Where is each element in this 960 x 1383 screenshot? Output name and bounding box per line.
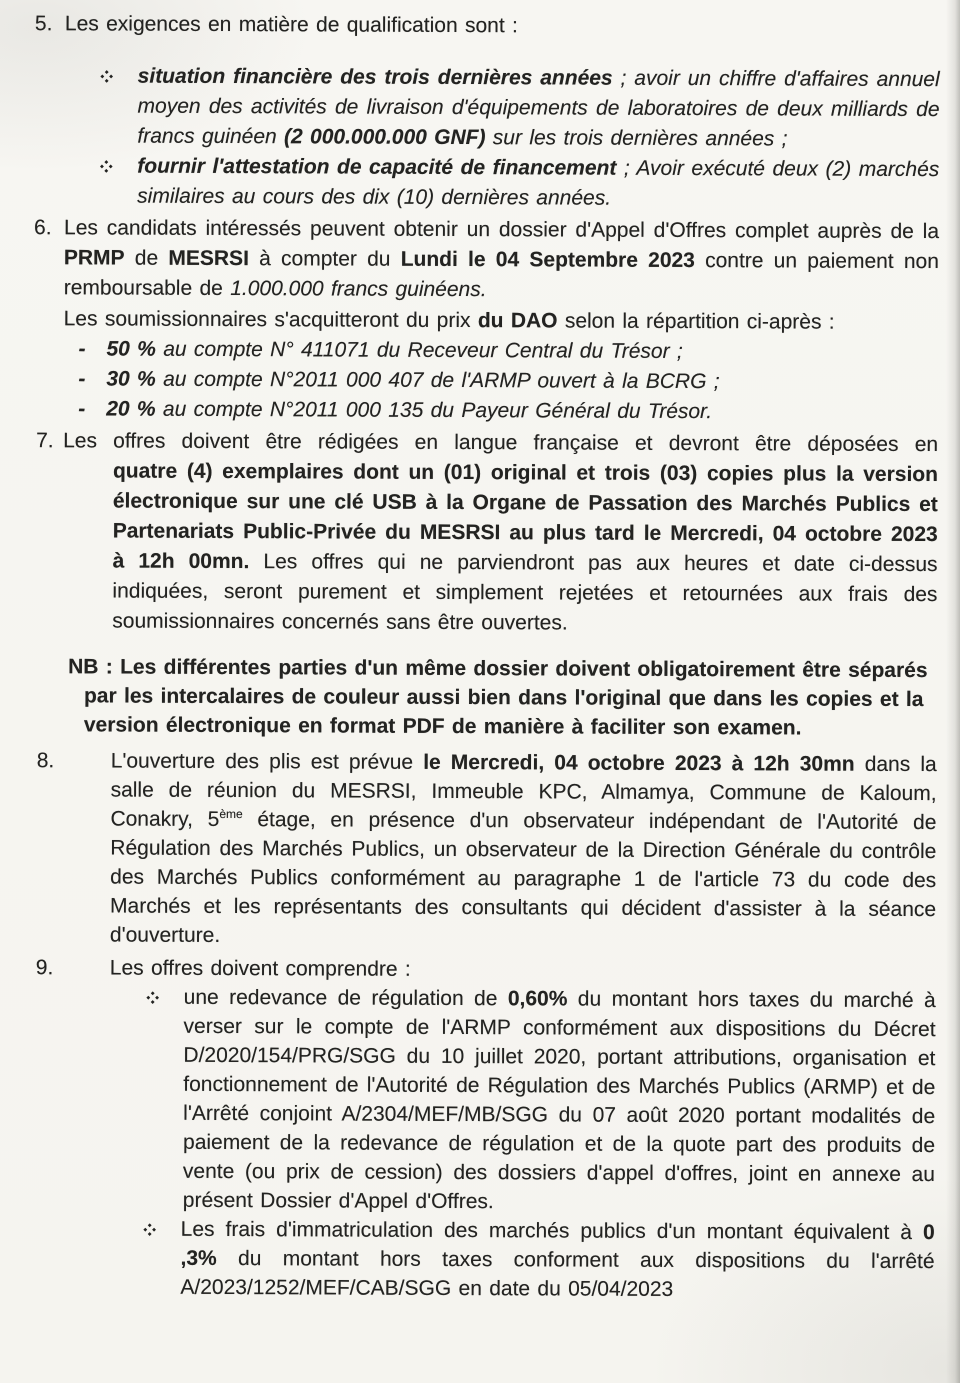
clause-6-t1: Les candidats intéressés peuvent obtenir un dossier d'Appel d'Offres complet auprès de la <box>63 216 940 244</box>
clause-6 <box>34 213 939 307</box>
mesrsi-label: MESRSI <box>168 246 249 271</box>
dash-icon: - <box>78 397 86 421</box>
fee-1-t2: du montant hors taxes du marché à verser sur le compte de l'ARMP conformément aux dispositions du Décret D/2020/154/PRG/SGG du 10 juillet 2020, portant attributions, organisation et fonctionnement de l'Autorité de Régulation des Marchés Publics (ARMP) et de l'Arrêté conjoint A/2304/MEF/MB/SGG du 07 août 2020 portant modalités de paiement de la redevance de régulation et de la quote part des produits de vente (ou prix de cession) des dossiers d'appel d'offres, joint en annexe au présent Dossier d'Appel d'Offres. <box>182 987 936 1214</box>
clause-5-text: Les exigences en matière de qualification sont : <box>64 12 518 38</box>
prmp-label: PRMP <box>63 246 125 270</box>
clause-6-t3: à compter du <box>248 247 401 271</box>
clause-7-first-line <box>63 426 938 460</box>
split-20-pct: 20 % <box>106 397 156 421</box>
bullet-text <box>137 152 939 215</box>
fee-bullet-regulation <box>145 983 936 1218</box>
four-diamond-bullet-icon <box>145 983 184 1215</box>
bullet-1-tail: sur les trois dernières années ; <box>485 126 788 151</box>
nb-text: Les différentes parties d'un même dossier doivent obligatoirement être séparés par les intercalaires de couleur aussi bien dans l'original que dans les copies et la version électronique en format PDF de manière à faciliter son examen. <box>83 655 928 740</box>
clause-8-t1: L'ouverture des plis est prévue <box>110 749 424 774</box>
fee-1-t1: une redevance de régulation de <box>183 985 508 1011</box>
clause-number: 7. <box>36 429 54 453</box>
split-item-50 <box>78 334 938 368</box>
clause-number: 9. <box>35 956 54 980</box>
qualification-bullet-1 <box>99 61 939 155</box>
clause-9 <box>36 953 936 986</box>
bullet-1-lead: situation financière des trois dernières années <box>137 64 613 90</box>
four-diamond-bullet-icon <box>99 61 137 151</box>
clause-7-body <box>112 456 938 640</box>
four-diamond-bullet-icon <box>142 1215 180 1302</box>
clause-9-text: Les offres doivent comprendre : <box>109 956 411 981</box>
dao-split-intro <box>64 304 939 338</box>
split-text <box>106 364 719 397</box>
split-item-30 <box>78 364 938 398</box>
clause-5 <box>35 9 940 43</box>
opening-date: le Mercredi, 04 octobre 2023 à 12h 30mn <box>423 750 855 776</box>
clause-6-t2: de <box>124 246 169 270</box>
clause-8-t2: dans la salle de réunion du MESRSI, Immeuble KPC, Almamya, Commune de Kaloum, Conakry, 5 <box>110 752 937 831</box>
split-item-20 <box>78 394 938 428</box>
dao-label: du DAO <box>477 309 558 333</box>
clause-8-t3: étage, en présence d'un observateur indépendant de l'Autorité de Régulation des Marchés Publics, un observateur de la Direction Générale du contrôle des Marchés Publics conformément au paragraphe 1 de l'article 73 du code des Marchés et les représentants des consultants qui décident d'assister à la séance d'ouverture. <box>109 808 937 947</box>
split-text <box>106 334 682 367</box>
fee-2-t2: du montant hors taxes conforment aux dispositions du l'arrêté A/2023/1252/MEF/CAB/SGG en date du 05/04/2023 <box>180 1246 935 1301</box>
four-diamond-bullet-icon <box>99 151 137 211</box>
sale-start-date: Lundi le 04 Septembre 2023 <box>400 247 695 273</box>
clause-text <box>65 9 940 43</box>
split-50-text: au compte N° 411071 du Receveur Central du Trésor ; <box>155 337 683 363</box>
bullet-2-lead: fournir l'attestation de capacité de financement <box>137 154 617 180</box>
bullet-1-amount: (2 000.000.000 GNF) <box>284 125 486 150</box>
bullet-text <box>137 62 939 155</box>
registration-rate: 0 ,3% <box>180 1221 935 1270</box>
dash-icon: - <box>78 337 86 361</box>
submission-requirements-bold: quatre (4) exemplaires dont un (01) original et trois (03) copies plus la version électronique sur une clé USB à la Organe de Passation des Marchés Publics et Partenariats Public-Privée du MESRSI au plus tard le Mercredi, 04 octobre 2023 à 12h 00mn. <box>112 459 939 574</box>
split-text <box>106 394 712 427</box>
clause-text <box>110 746 937 953</box>
rejection-note: Les offres qui ne parviendront pas aux heures et date ci-dessus indiquées, seront purement et simplement rejetées et retournées aux frais des soumissionnaires concernés sans être ouvertes. <box>112 550 938 635</box>
regulation-rate: 0,60% <box>507 987 568 1011</box>
dash-icon: - <box>78 367 86 391</box>
clause-number: 8. <box>36 749 55 773</box>
clause-number: 5. <box>34 12 53 36</box>
qualification-bullet-2 <box>99 151 939 215</box>
clause-number: 6. <box>33 216 52 240</box>
bullet-text <box>183 983 936 1218</box>
clause-text <box>64 213 939 307</box>
floor-superscript: ème <box>219 806 243 822</box>
clause-7 <box>36 426 938 460</box>
clause-8 <box>36 746 937 953</box>
intro-t2: selon la répartition ci-après : <box>557 309 835 334</box>
clause-7-t1: Les offres doivent être rédigées en langue française et devront être déposées en <box>63 429 939 457</box>
fee-2-t1: Les frais d'immatriculation des marchés publics d'un montant équivalent à <box>180 1217 924 1245</box>
bullet-text <box>180 1215 934 1305</box>
split-50-pct: 50 % <box>106 337 156 361</box>
nota-bene <box>68 652 937 743</box>
clause-6-t4: contre un paiement non remboursable de <box>63 249 939 301</box>
split-30-text: au compte N°2011 000 407 de l'ARMP ouvert à la BCRG ; <box>155 367 720 394</box>
document-content <box>0 9 940 1305</box>
split-20-text: au compte N°2011 000 135 du Payeur Général du Trésor. <box>155 397 713 424</box>
bullet-2-tail: ; Avoir exécuté deux (2) marchés similaires au cours des dix (10) dernières années. <box>137 156 940 210</box>
fee-bullet-registration <box>142 1215 934 1305</box>
clause-text <box>110 953 936 986</box>
nb-label: NB : <box>68 655 113 679</box>
split-30-pct: 30 % <box>106 367 156 391</box>
dao-price: 1.000.000 francs guinéens. <box>230 277 487 302</box>
intro-t1: Les soumissionnaires s'acquitteront du prix <box>63 307 478 333</box>
bullet-1-mid: ; avoir un chiffre d'affaires annuel moyen des activités de livraison d'équipements de laboratoires de deux milliards de francs guinéen <box>137 66 940 149</box>
